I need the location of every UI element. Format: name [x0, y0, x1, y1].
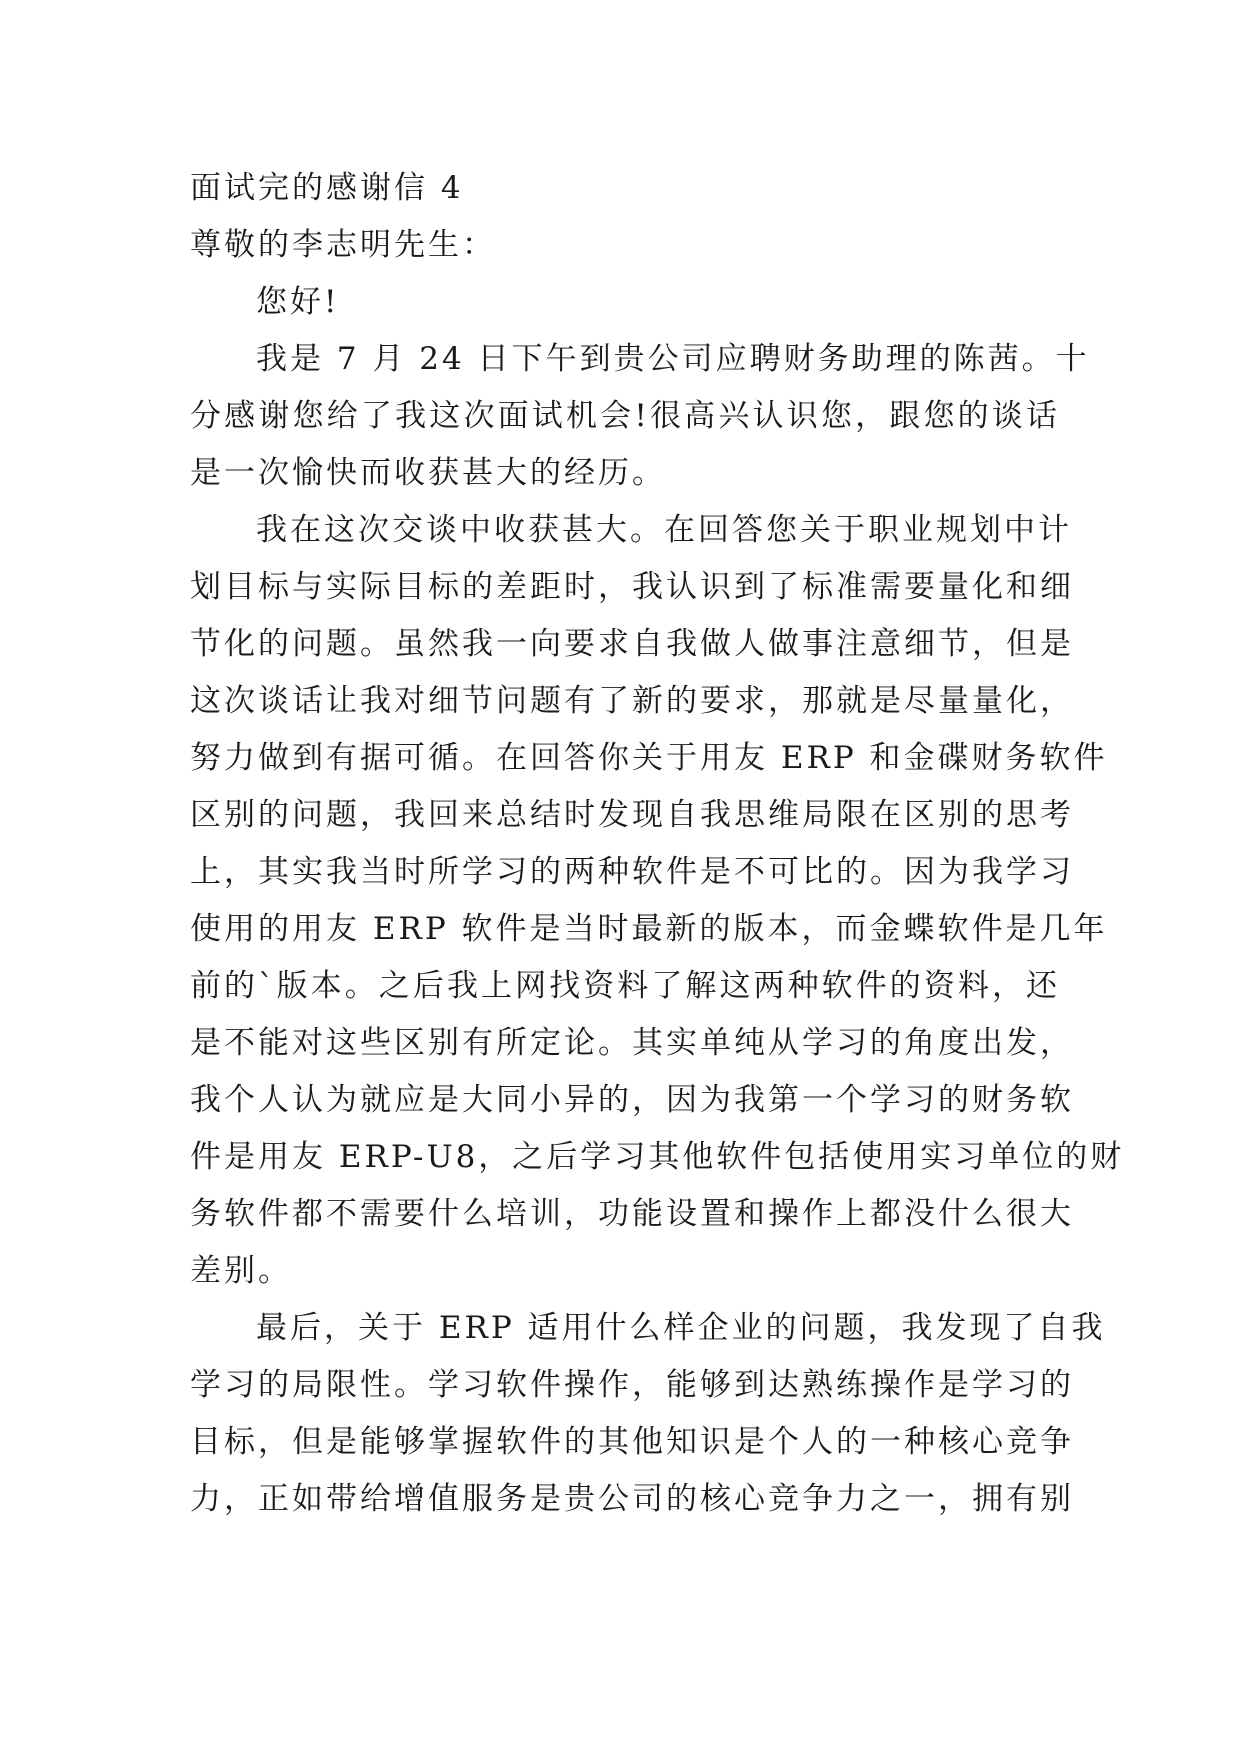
text-line: 节化的问题。虽然我一向要求自我做人做事注意细节，但是 — [190, 626, 1074, 662]
text-line: 努力做到有据可循。在回答你关于用友 ERP 和金碟财务软件 — [190, 740, 1108, 776]
text-line: 上，其实我当时所学习的两种软件是不可比的。因为我学习 — [190, 854, 1074, 890]
text-line: 这次谈话让我对细节问题有了新的要求，那就是尽量量化， — [190, 683, 1074, 719]
text-line: 使用的用友 ERP 软件是当时最新的版本，而金蝶软件是几年 — [190, 911, 1108, 947]
text-line: 务软件都不需要什么培训，功能设置和操作上都没什么很大 — [190, 1196, 1074, 1232]
text-line: 差别。 — [190, 1253, 292, 1289]
text-line: 分感谢您给了我这次面试机会!很高兴认识您，跟您的谈话 — [190, 398, 1060, 434]
text-line: 目标，但是能够掌握软件的其他知识是个人的一种核心竞争 — [190, 1424, 1074, 1460]
letter-body — [190, 160, 1125, 1528]
paragraph-2 — [190, 502, 1125, 1300]
text-line: 前的`版本。之后我上网找资料了解这两种软件的资料，还 — [190, 968, 1060, 1004]
text-line: 是一次愉快而收获甚大的经历。 — [190, 455, 666, 491]
text-line: 我在这次交谈中收获甚大。在回答您关于职业规划中计 — [256, 512, 1072, 548]
text-line: 件是用友 ERP-U8，之后学习其他软件包括使用实习单位的财 — [190, 1139, 1125, 1175]
text-line: 是不能对这些区别有所定论。其实单纯从学习的角度出发， — [190, 1025, 1074, 1061]
letter-greeting: 您好! — [256, 284, 340, 320]
paragraph-3 — [190, 1300, 1106, 1528]
text-line: 力，正如带给增值服务是贵公司的核心竞争力之一，拥有别 — [190, 1481, 1074, 1517]
letter-title: 面试完的感谢信 4 — [190, 170, 464, 206]
text-line: 最后，关于 ERP 适用什么样企业的问题，我发现了自我 — [256, 1310, 1106, 1346]
paragraph-1 — [190, 331, 1090, 502]
text-line: 区别的问题，我回来总结时发现自我思维局限在区别的思考 — [190, 797, 1074, 833]
text-line: 划目标与实际目标的差距时，我认识到了标准需要量化和细 — [190, 569, 1074, 605]
text-line: 我是 7 月 24 日下午到贵公司应聘财务助理的陈茜。十 — [256, 341, 1090, 377]
letter-salutation: 尊敬的李志明先生： — [190, 227, 496, 263]
text-line: 学习的局限性。学习软件操作，能够到达熟练操作是学习的 — [190, 1367, 1074, 1403]
text-line: 我个人认为就应是大同小异的，因为我第一个学习的财务软 — [190, 1082, 1074, 1118]
